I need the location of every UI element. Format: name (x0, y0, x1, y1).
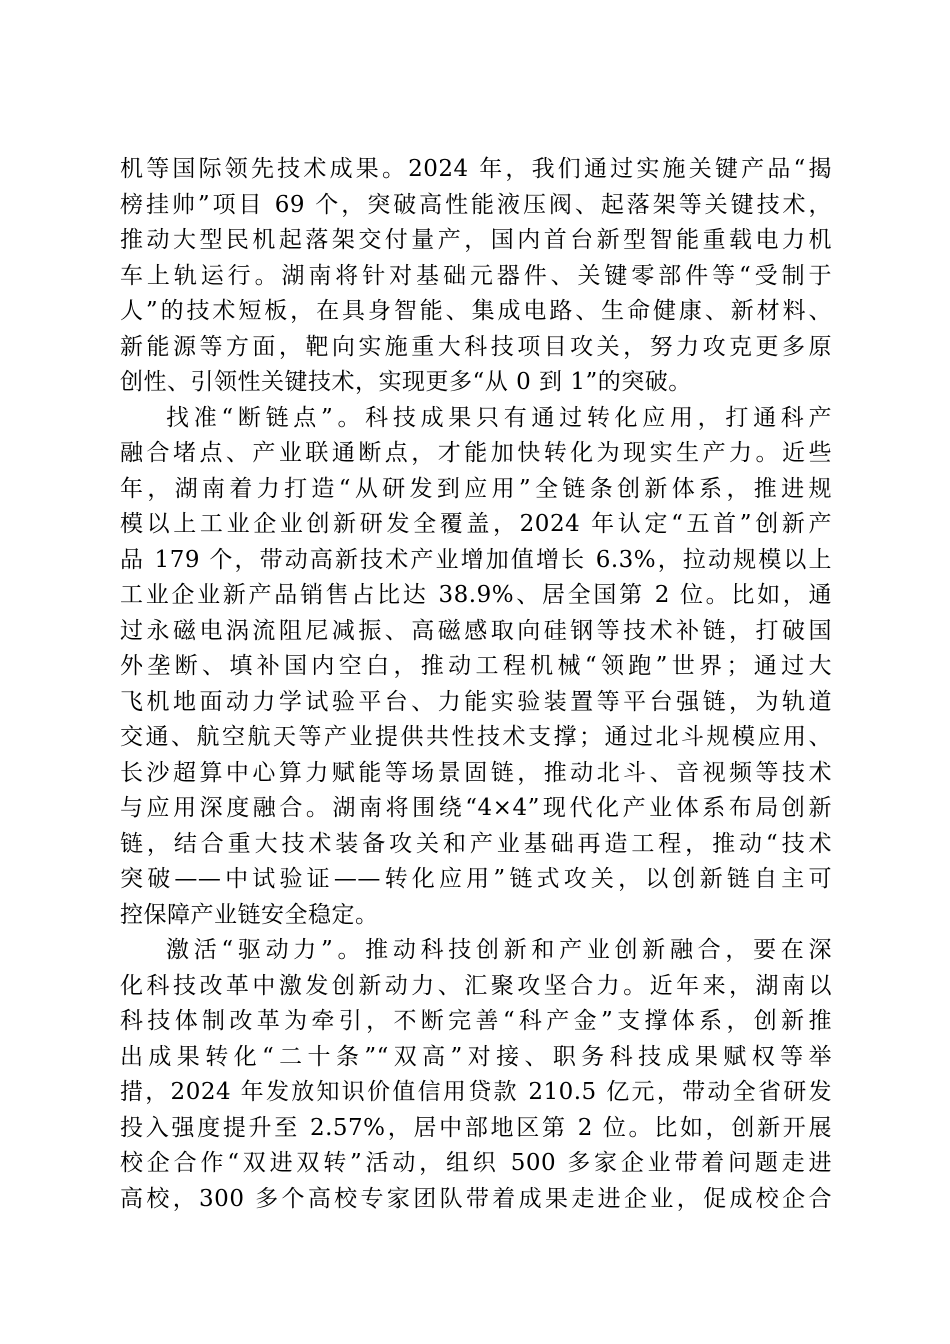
paragraph-key-tech (120, 152, 832, 401)
text-line: 推动大型民机起落架交付量产，国内首台新型智能重载电力机 (120, 227, 832, 253)
text-line: 外垄断、填补国内空白，推动工程机械“领跑”世界；通过大 (120, 653, 832, 679)
text-line: 机等国际领先技术成果。2024 年，我们通过实施关键产品“揭 (120, 156, 832, 182)
text-line: 创性、引领性关键技术，实现更多“从 0 到 1”的突破。 (120, 369, 692, 395)
text-line: 校企合作“双进双转”活动，组织 500 多家企业带着问题走进 (120, 1150, 832, 1176)
text-line: 模以上工业企业创新研发全覆盖，2024 年认定“五首”创新产 (120, 511, 832, 537)
text-line: 链，结合重大技术装备攻关和产业基础再造工程，推动“技术 (120, 830, 832, 857)
text-line: 品 179 个，带动高新技术产业增加值增长 6.3%，拉动规模以上 (120, 546, 832, 573)
text-line: 措，2024 年发放知识价值信用贷款 210.5 亿元，带动全省研发 (120, 1079, 832, 1105)
text-line: 年，湖南着力打造“从研发到应用”全链条创新体系，推进规 (120, 475, 832, 502)
text-line: 融合堵点、产业联通断点，才能加快转化为现实生产力。近些 (120, 440, 832, 466)
text-line: 与应用深度融合。湖南将围绕“4×4”现代化产业体系布局创新 (120, 795, 832, 821)
text-line: 人”的技术短板，在具身智能、集成电路、生命健康、新材料、 (120, 298, 832, 324)
text-line: 控保障产业链安全稳定。 (120, 901, 379, 928)
text-line: 工业企业新产品销售占比达 38.9%、居全国第 2 位。比如，通 (120, 582, 832, 608)
text-line: 长沙超算中心算力赋能等场景固链，推动北斗、音视频等技术 (120, 759, 832, 786)
text-line: 突破——中试验证——转化应用”链式攻关，以创新链自主可 (120, 866, 832, 892)
text-line: 车上轨运行。湖南将针对基础元器件、关键零部件等“受制于 (120, 262, 832, 289)
document-body (120, 152, 832, 1217)
text-line: 榜挂帅”项目 69 个，突破高性能液压阀、起落架等关键技术， (120, 191, 832, 218)
text-line: 找准“断链点”。科技成果只有通过转化应用，打通科产 (166, 404, 832, 431)
text-line: 投入强度提升至 2.57%，居中部地区第 2 位。比如，创新开展 (120, 1114, 832, 1141)
text-line: 交通、航空航天等产业提供共性技术支撑；通过北斗规模应用、 (120, 724, 832, 750)
text-line: 飞机地面动力学试验平台、力能实验装置等平台强链，为轨道 (120, 688, 832, 715)
text-line: 新能源等方面，靶向实施重大科技项目攻关，努力攻克更多原 (120, 333, 832, 360)
text-line: 科技体制改革为牵引，不断完善“科产金”支撑体系，创新推 (120, 1008, 832, 1034)
paragraph-break-points (120, 401, 832, 934)
text-line: 出成果转化“二十条”“双高”对接、职务科技成果赋权等举 (120, 1043, 832, 1070)
text-line: 过永磁电涡流阻尼减振、高磁感取向硅钢等技术补链，打破国 (120, 617, 832, 644)
text-line: 激活“驱动力”。推动科技创新和产业创新融合，要在深 (166, 937, 832, 963)
paragraph-driving-force (120, 933, 832, 1217)
text-line: 高校，300 多个高校专家团队带着成果走进企业，促成校企合 (120, 1185, 832, 1212)
text-line: 化科技改革中激发创新动力、汇聚攻坚合力。近年来，湖南以 (120, 972, 832, 999)
